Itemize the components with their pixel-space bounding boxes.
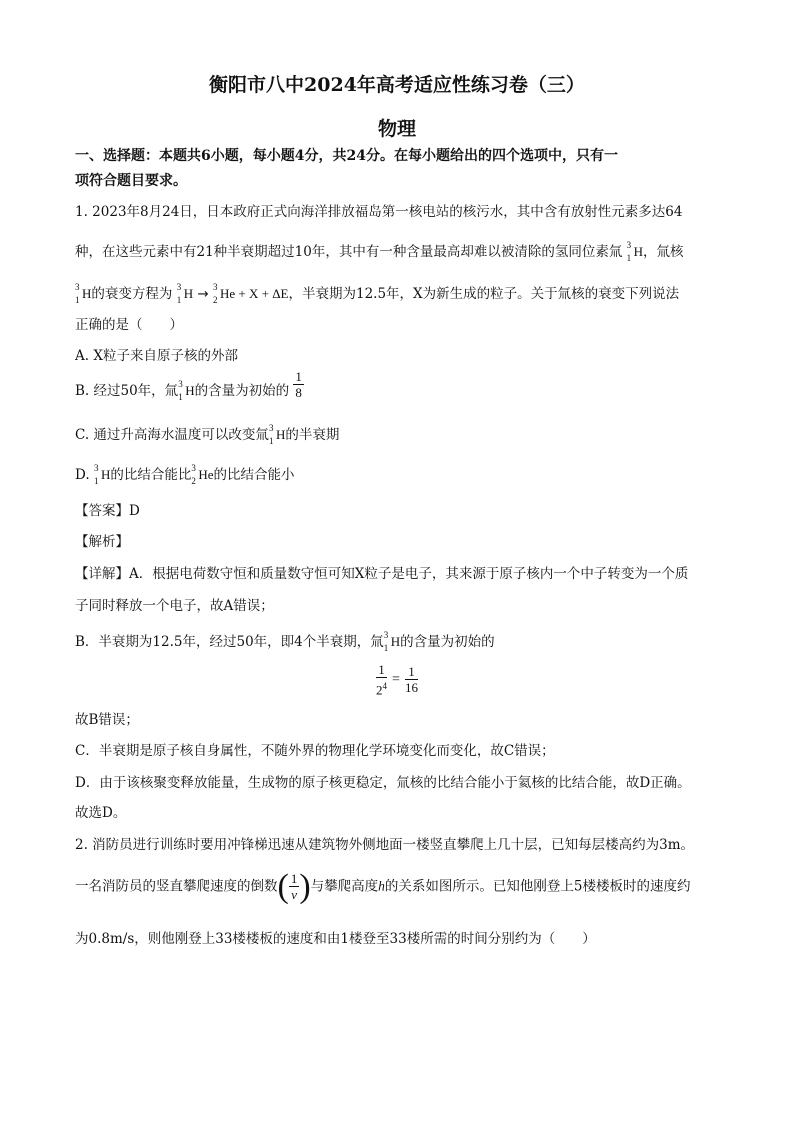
option-a: A. X粒子来自原子核的外部	[75, 348, 238, 364]
detail-line3: B．半衰期为12.5年，经过50年，即4个半衰期，氚 3 1 H的含量为初始的	[75, 630, 495, 653]
arrow-icon: →	[197, 286, 209, 302]
fraction-one-eighth: $\frac{1}{8}$	[295, 368, 302, 400]
q1-line1: 1. 2023年8月24日，日本政府正式向海洋排放福岛第一核电站的核污水，其中含有放射性元素多达64	[75, 204, 683, 220]
q1-line3-tail: ，半衰期为12.5年，X为新生成的粒子。关于氚核的衰变下列说法	[288, 286, 680, 302]
detail-line4: 故B错误；	[75, 712, 139, 728]
q1-line2-text: 种，在这些元素中有21种半衰期超过10年，其中有一种含量最高却难以被清除的氢同位素氚	[75, 244, 623, 260]
q2-line1: 2. 消防员进行训练时要用冲锋梯迅速从建筑物外侧地面一楼竖直攀爬上几十层，已知每层楼高约为3m。	[75, 837, 695, 853]
q1-line2-tail: ，氚核	[643, 244, 684, 260]
subject-title: 物理	[377, 118, 416, 140]
half-life-equation: $\frac{1}{2^4}$ = $\frac{1}{16}$	[375, 662, 419, 698]
q2-line2: 一名消防员的竖直攀爬速度的倒数( $\frac{1}{v}$ )与攀爬高度h的关系如图所示。已知他刚登上5楼楼板时的速度约	[75, 868, 691, 905]
decay-equation-h: 3 1 H	[176, 282, 194, 305]
q2-line3: 为0.8m/s，则他刚登上33楼楼板的速度和由1楼登至33楼所需的时间分别约为（ ）	[75, 931, 596, 947]
helium-symbol: 3 2 He	[191, 463, 214, 486]
fraction-right: $\frac{1}{16}$	[405, 664, 419, 696]
option-c: C. 通过升高海水温度可以改变氚 3 1 H的半衰期	[75, 423, 340, 446]
q1-line4: 正确的是（ ）	[75, 317, 183, 333]
q1-line3	[75, 282, 680, 305]
option-b: B. 经过50年，氚 3 1 H的含量为初始的 $\frac{1}{8}$	[75, 368, 302, 402]
detail-line7: 故选D。	[75, 805, 127, 821]
tritium-symbol: 3 1 H	[626, 240, 644, 263]
detail-line6: D．由于该核聚变释放能量，生成物的原子核更稳定，氚核的比结合能小于氦核的比结合能，故D正确。	[75, 775, 691, 791]
detail-line2: 子同时释放一个电子，故A错误；	[75, 598, 274, 614]
answer-label: 【答案】D	[75, 503, 140, 519]
q1-line3-text: 的衰变方程为	[91, 286, 173, 302]
option-d: D. 3 1 H的比结合能比 3 2 He的比结合能小	[75, 463, 295, 486]
fraction-one-over-v: $\frac{1}{v}$	[290, 871, 298, 902]
section-heading-line2: 项符合题目要求。	[75, 173, 187, 189]
page-title: 衡阳市八中2024年高考适应性练习卷（三）	[209, 74, 585, 96]
tritium-symbol: 3 1 H	[383, 630, 401, 653]
analysis-label: 【解析】	[75, 534, 129, 550]
tritium-symbol: 3 1 H	[268, 423, 286, 446]
tritium-symbol: 3 1 H	[178, 379, 195, 402]
detail-line1: 【详解】A．根据电荷数守恒和质量数守恒可知X粒子是电子，其来源于原子核内一个中子转变为一个质	[75, 566, 689, 582]
tritium-symbol: 3 1 H	[93, 463, 111, 486]
section-heading-line1: 一、选择题：本题共6小题，每小题4分，共24分。在每小题给出的四个选项中，只有一	[75, 148, 618, 164]
detail-line5: C．半衰期是原子核自身属性，不随外界的物理化学环境变化而变化，故C错误；	[75, 743, 555, 759]
q1-line2	[75, 240, 684, 263]
fraction-left: $\frac{1}{2^4}$	[375, 662, 387, 698]
decay-equation-he: 3 2 He + X + ΔE	[212, 282, 289, 305]
tritium-symbol: 3 1 H	[75, 282, 92, 305]
